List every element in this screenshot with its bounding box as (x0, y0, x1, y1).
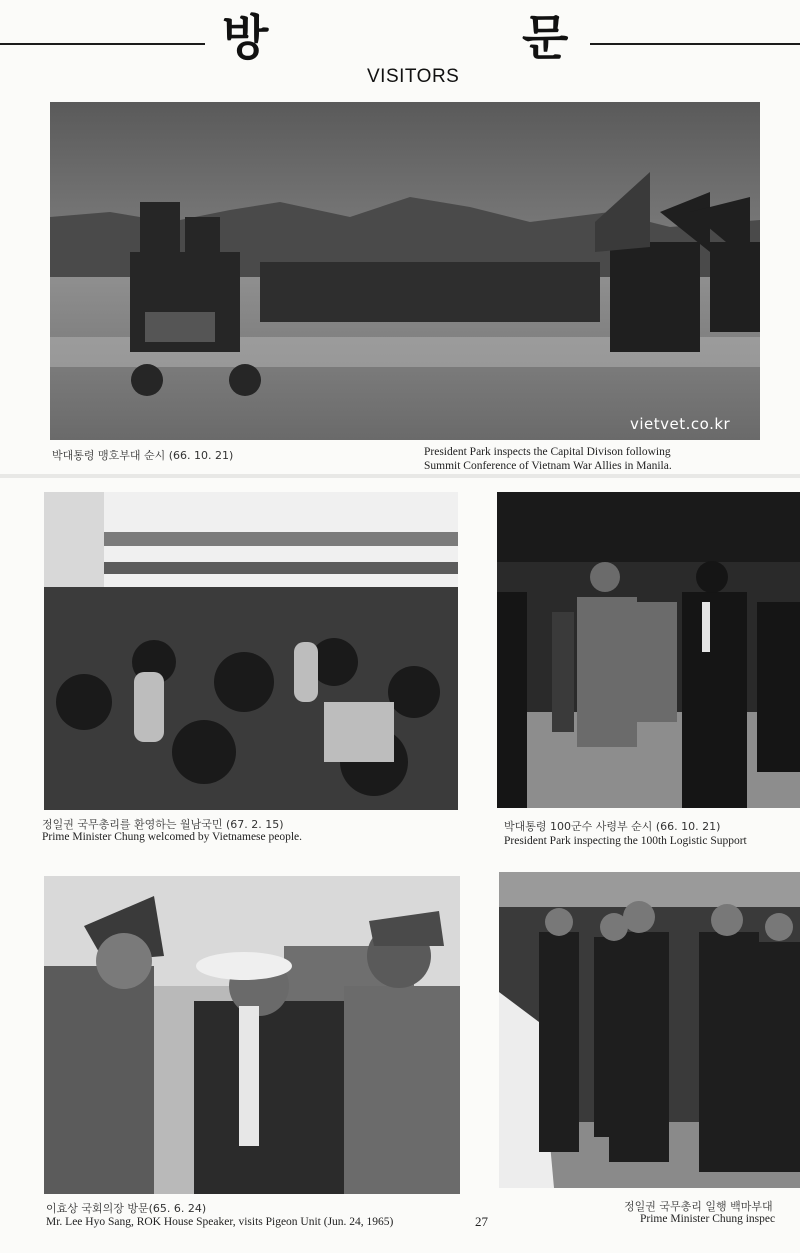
caption-korean-1: 박대통령 맹호부대 순시 (66. 10. 21) (52, 449, 234, 462)
caption-english-3: President Park inspecting the 100th Logistic Support (504, 835, 747, 847)
photo-crowd-welcome (44, 492, 458, 810)
caption-english-5: Prime Minister Chung inspec (640, 1213, 776, 1225)
photo-logistic-inspection (497, 492, 800, 808)
photo-jeep-inspection (50, 102, 760, 440)
caption-english-4: Mr. Lee Hyo Sang, ROK House Speaker, visits Pigeon Unit (Jun. 24, 1965) (46, 1216, 394, 1228)
caption-english-1b: Summit Conference of Vietnam War Allies in Manila. (424, 460, 672, 472)
caption-korean-4: 이효상 국회의장 방문(65. 6. 24) (46, 1202, 207, 1215)
photo-handshake (44, 876, 460, 1194)
header-rule-left (0, 43, 205, 45)
caption-korean-5: 정일권 국무총리 일행 백마부대 (624, 1200, 773, 1213)
page-number: 27 (475, 1214, 488, 1229)
caption-english-1a: President Park inspects the Capital Divison following (424, 446, 671, 458)
caption-english-2: Prime Minister Chung welcomed by Vietnamese people. (42, 831, 303, 843)
caption-korean-2: 정일권 국무총리를 환영하는 월남국민 (67. 2. 15) (42, 818, 284, 831)
photo-pm-troops (499, 872, 800, 1188)
watermark: vietvet.co.kr (630, 415, 731, 433)
caption-korean-3: 박대통령 100군수 사령부 순시 (66. 10. 21) (504, 820, 721, 833)
title-korean-right: 문 (522, 10, 569, 66)
fold-shadow (0, 474, 800, 478)
title-korean-left: 방 (222, 10, 269, 66)
header-rule-right (590, 43, 800, 45)
page-subtitle: VISITORS (367, 66, 460, 87)
